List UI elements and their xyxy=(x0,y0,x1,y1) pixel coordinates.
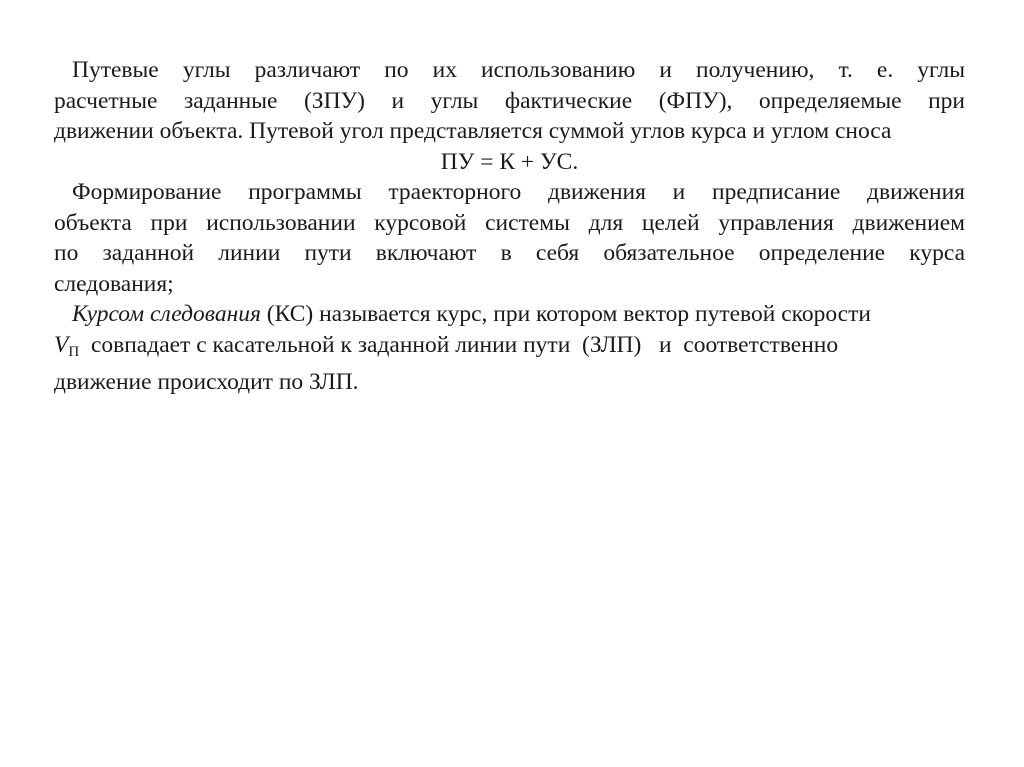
formula-track-angle: ПУ = К + УС. xyxy=(440,148,579,175)
paragraph-1-line-3: движении объекта. Путевой угол представляется суммой углов курса и углом сноса xyxy=(54,118,892,144)
paragraph-track-angles xyxy=(54,55,965,147)
paragraph-2-line-2: объекта при использовании курсовой системы для целей управления движением xyxy=(54,209,965,236)
paragraph-1-line-2: расчетные заданные (ЗПУ) и углы фактические (ФПУ), определяемые при xyxy=(54,87,965,114)
paragraph-1-line-1: Путевые углы различают по их использованию и получению, т. е. углы xyxy=(72,57,965,83)
term-course-of-travel: Курсом следования xyxy=(72,301,261,327)
paragraph-3-line-2-text: совпадает с касательной к заданной линии пути (ЗЛП) и соответственно xyxy=(79,331,839,358)
paragraph-course-of-travel xyxy=(54,299,965,398)
paragraph-2-line-4: следования; xyxy=(54,270,174,297)
paragraph-3-line-1 xyxy=(54,299,965,330)
paragraph-trajectory-program xyxy=(54,177,965,299)
velocity-symbol: V xyxy=(54,331,69,358)
paragraph-2-line-3: по заданной линии пути включают в себя обязательное определение курса xyxy=(54,240,965,266)
paragraph-3-line-1-text: (КС) называется курс, при котором вектор путевой скорости xyxy=(260,301,871,327)
paragraph-3-line-2 xyxy=(54,330,965,368)
document-page xyxy=(54,55,965,398)
paragraph-2-line-1: Формирование программы траекторного движения и предписание движения xyxy=(72,179,965,205)
velocity-subscript: П xyxy=(68,343,80,360)
paragraph-3-line-3: движение происходит по ЗЛП. xyxy=(54,369,359,395)
